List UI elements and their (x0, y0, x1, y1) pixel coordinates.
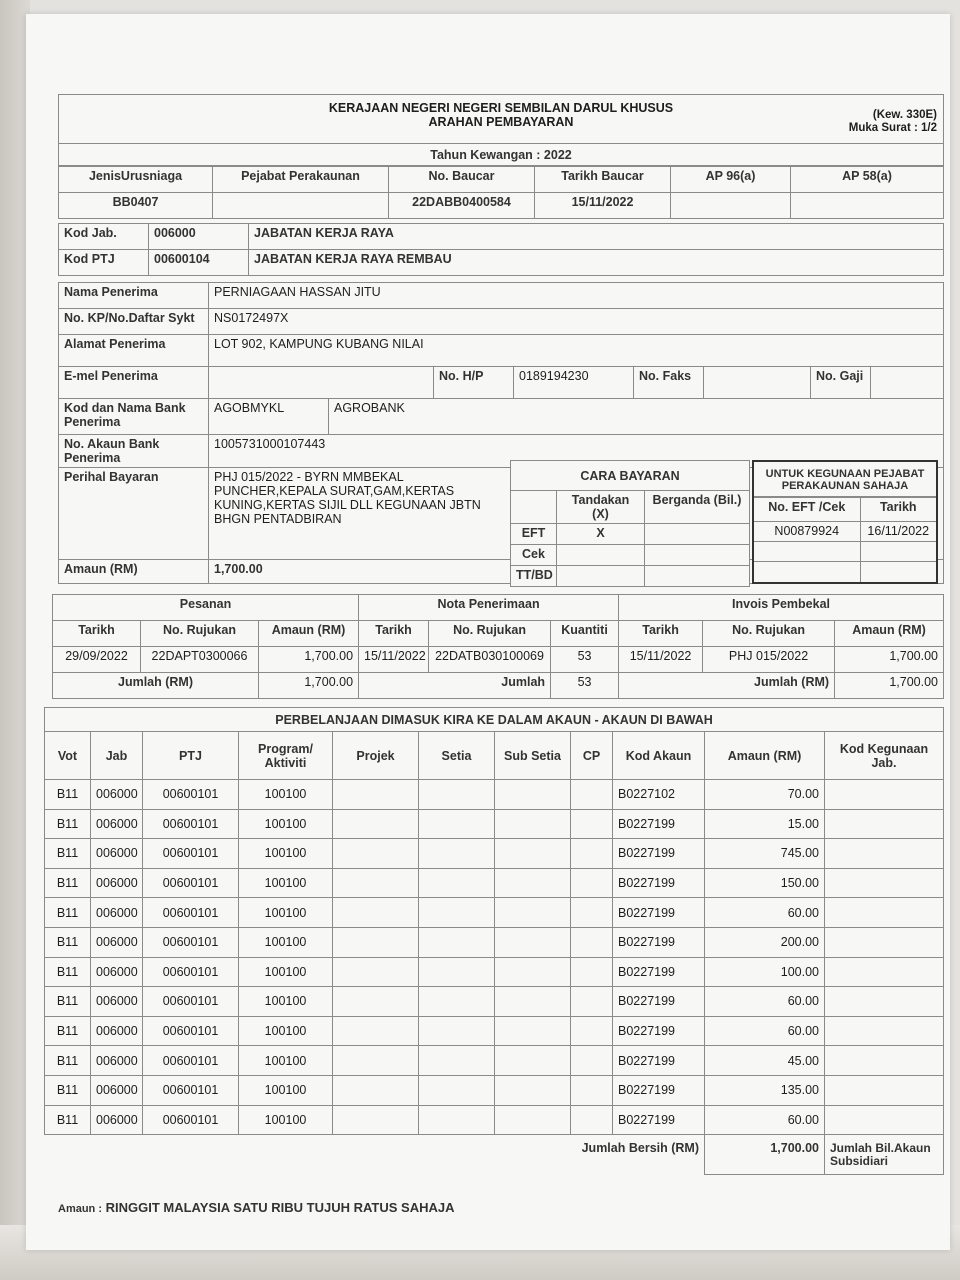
voucher-value: BB0407 (59, 193, 213, 219)
receipt-header: Nota Penerimaan (359, 595, 619, 621)
office-blank (860, 542, 936, 562)
ptj-cell: 00600101 (143, 809, 239, 839)
method-cheque: Cek (511, 545, 557, 566)
method-eft-mark: X (557, 524, 645, 545)
table-row (45, 927, 944, 957)
net-total-label: Jumlah Bersih (RM) (45, 1135, 705, 1175)
order-total-label: Jumlah (RM) (53, 673, 259, 699)
cp-cell (571, 809, 613, 839)
table-row (45, 1046, 944, 1076)
bank-label: Kod dan Nama Bank Penerima (59, 399, 209, 435)
account-code-cell: B0227199 (613, 809, 705, 839)
form-title: ARAHAN PEMBAYARAN (428, 115, 574, 129)
vot-cell: B11 (45, 809, 91, 839)
usage-code-cell (825, 1016, 944, 1046)
cp-cell (571, 987, 613, 1017)
jab-cell: 006000 (91, 898, 143, 928)
setia-cell (419, 927, 495, 957)
program-cell: 100100 (239, 957, 333, 987)
setia-cell (419, 780, 495, 810)
sub-setia-cell (495, 1075, 571, 1105)
program-cell: 100100 (239, 780, 333, 810)
project-cell (333, 957, 419, 987)
payee-amount: 1,700.00 (209, 560, 944, 584)
program-cell: 100100 (239, 1046, 333, 1076)
method-eft-count (645, 524, 750, 545)
payee-name: PERNIAGAAN HASSAN JITU (209, 283, 944, 309)
voucher-value: 15/11/2022 (535, 193, 671, 219)
vot-cell: B11 (45, 1016, 91, 1046)
amount-in-words (58, 1200, 454, 1215)
invoice-header: Invois Pembekal (619, 595, 944, 621)
setia-cell (419, 898, 495, 928)
order-ref: 22DAPT0300066 (141, 647, 259, 673)
orders-table (52, 594, 944, 699)
subsidiary-count-label: Jumlah Bil.Akaun Subsidiari (825, 1135, 944, 1175)
program-cell: 100100 (239, 1105, 333, 1135)
jab-cell: 006000 (91, 927, 143, 957)
amount-words-label: Amaun : (58, 1203, 102, 1215)
program-cell: 100100 (239, 1075, 333, 1105)
amount-cell: 60.00 (705, 898, 825, 928)
voucher-label: AP 96(a) (671, 167, 791, 193)
ptj-cell: 00600101 (143, 957, 239, 987)
ptj-cell: 00600101 (143, 1075, 239, 1105)
office-use-table (754, 497, 936, 582)
amount-cell: 70.00 (705, 780, 825, 810)
cp-cell (571, 957, 613, 987)
cp-cell (571, 898, 613, 928)
vot-cell: B11 (45, 1046, 91, 1076)
voucher-value (671, 193, 791, 219)
payee-name-label: Nama Penerima (59, 283, 209, 309)
jab-cell: 006000 (91, 1075, 143, 1105)
program-cell: 100100 (239, 927, 333, 957)
amount-cell: 135.00 (705, 1075, 825, 1105)
amount-cell: 100.00 (705, 957, 825, 987)
net-total: 1,700.00 (705, 1135, 825, 1175)
program-cell: 100100 (239, 987, 333, 1017)
voucher-label: JenisUrusniaga (59, 167, 213, 193)
usage-code-cell (825, 839, 944, 869)
column-header: No. Rujukan (703, 621, 835, 647)
sub-setia-cell (495, 1046, 571, 1076)
method-eft: EFT (511, 524, 557, 545)
voucher-label: Tarikh Baucar (535, 167, 671, 193)
office-use-title: UNTUK KEGUNAAN PEJABAT PERAKAUNAN SAHAJA (754, 462, 936, 497)
program-cell: 100100 (239, 809, 333, 839)
ptj-cell: 00600101 (143, 1105, 239, 1135)
voucher-table (58, 166, 944, 219)
setia-cell (419, 839, 495, 869)
column-header: Tarikh (53, 621, 141, 647)
jab-cell: 006000 (91, 1016, 143, 1046)
column-header: Setia (419, 732, 495, 780)
method-ttbd-count (645, 566, 750, 587)
amount-label: Amaun (RM) (59, 560, 209, 584)
table-row (45, 809, 944, 839)
usage-code-cell (825, 1105, 944, 1135)
invoice-total-label: Jumlah (RM) (619, 673, 835, 699)
column-header: Tarikh (359, 621, 429, 647)
usage-code-cell (825, 898, 944, 928)
payment-method-table (510, 460, 750, 587)
order-amount: 1,700.00 (259, 647, 359, 673)
payment-description: PHJ 015/2022 - BYRN MMBEKAL PUNCHER,KEPALA SURAT,GAM,KERTAS KUNING,KERTAS SIJIL DLL KEGUNAAN JBTN BHGN PENTADBIRAN (214, 470, 481, 526)
ptj-cell: 00600101 (143, 1046, 239, 1076)
vot-cell: B11 (45, 868, 91, 898)
order-date: 29/09/2022 (53, 647, 141, 673)
receipt-date: 15/11/2022 (359, 647, 429, 673)
ptj-code-label: Kod PTJ (59, 250, 149, 276)
office-blank (860, 562, 936, 582)
expenses-table (44, 731, 944, 1175)
eft-cheque-label: No. EFT /Cek (754, 498, 860, 522)
column-header: Kuantiti (551, 621, 619, 647)
project-cell (333, 1075, 419, 1105)
program-cell: 100100 (239, 839, 333, 869)
column-header: Amaun (RM) (705, 732, 825, 780)
table-row (45, 1105, 944, 1135)
setia-cell (419, 868, 495, 898)
sub-setia-cell (495, 868, 571, 898)
project-cell (333, 780, 419, 810)
ptj-name: JABATAN KERJA RAYA REMBAU (249, 250, 944, 276)
jab-cell: 006000 (91, 1046, 143, 1076)
project-cell (333, 1105, 419, 1135)
salary-no-label: No. Gaji (811, 367, 871, 399)
amount-cell: 200.00 (705, 927, 825, 957)
invoice-ref: PHJ 015/2022 (703, 647, 835, 673)
setia-cell (419, 1046, 495, 1076)
expenses-body (45, 780, 944, 1135)
sub-setia-cell (495, 957, 571, 987)
mark-column: Tandakan (X) (557, 491, 645, 524)
column-header: Amaun (RM) (259, 621, 359, 647)
column-header: CP (571, 732, 613, 780)
vot-cell: B11 (45, 780, 91, 810)
invoice-amount: 1,700.00 (835, 647, 944, 673)
cp-cell (571, 1075, 613, 1105)
account-code-cell: B0227199 (613, 957, 705, 987)
receipt-total: 53 (551, 673, 619, 699)
jab-cell: 006000 (91, 868, 143, 898)
voucher-label: Pejabat Perakaunan (213, 167, 389, 193)
office-date: 16/11/2022 (860, 522, 936, 542)
setia-cell (419, 1105, 495, 1135)
method-cheque-count (645, 545, 750, 566)
voucher-value (791, 193, 944, 219)
amount-cell: 15.00 (705, 809, 825, 839)
column-header: No. Rujukan (141, 621, 259, 647)
table-row (45, 898, 944, 928)
usage-code-cell (825, 780, 944, 810)
sub-setia-cell (495, 898, 571, 928)
usage-code-cell (825, 868, 944, 898)
amount-cell: 45.00 (705, 1046, 825, 1076)
phone-label: No. H/P (434, 367, 514, 399)
phone-number: 0189194230 (514, 367, 634, 399)
amount-cell: 60.00 (705, 1016, 825, 1046)
sub-setia-cell (495, 1105, 571, 1135)
bank-code: AGOBMYKL (209, 399, 329, 435)
dept-code-label: Kod Jab. (59, 224, 149, 250)
account-code-cell: B0227199 (613, 898, 705, 928)
method-ttbd-mark (557, 566, 645, 587)
ptj-cell: 00600101 (143, 780, 239, 810)
account-code-cell: B0227199 (613, 927, 705, 957)
salary-number (871, 367, 944, 399)
kew-code: (Kew. 330E) (872, 109, 937, 121)
count-column: Berganda (Bil.) (645, 491, 750, 524)
table-row (45, 987, 944, 1017)
table-row (45, 1016, 944, 1046)
setia-cell (419, 957, 495, 987)
vot-cell: B11 (45, 839, 91, 869)
jab-cell: 006000 (91, 987, 143, 1017)
cp-cell (571, 927, 613, 957)
project-cell (333, 839, 419, 869)
sub-setia-cell (495, 780, 571, 810)
receipt-ref: 22DATB030100069 (429, 647, 551, 673)
cp-cell (571, 1046, 613, 1076)
fax-label: No. Faks (634, 367, 704, 399)
account-code-cell: B0227199 (613, 1105, 705, 1135)
account-code-cell: B0227199 (613, 868, 705, 898)
vot-cell: B11 (45, 898, 91, 928)
cp-cell (571, 780, 613, 810)
ptj-cell: 00600101 (143, 987, 239, 1017)
table-row (45, 868, 944, 898)
table-row (45, 1075, 944, 1105)
voucher-label: No. Baucar (389, 167, 535, 193)
account-label: No. Akaun Bank Penerima (59, 435, 209, 468)
program-cell: 100100 (239, 1016, 333, 1046)
sub-setia-cell (495, 839, 571, 869)
table-row (45, 957, 944, 987)
voucher-value: 22DABB0400584 (389, 193, 535, 219)
ptj-cell: 00600101 (143, 898, 239, 928)
column-header: Amaun (RM) (835, 621, 944, 647)
program-cell: 100100 (239, 898, 333, 928)
ptj-cell: 00600101 (143, 1016, 239, 1046)
email-label: E-mel Penerima (59, 367, 209, 399)
column-header: Projek (333, 732, 419, 780)
setia-cell (419, 1016, 495, 1046)
fax-number (704, 367, 811, 399)
column-header: Kod Kegunaan Jab. (825, 732, 944, 780)
page-number: Muka Surat : 1/2 (848, 122, 937, 134)
payee-section (58, 282, 944, 584)
usage-code-cell (825, 957, 944, 987)
vot-cell: B11 (45, 987, 91, 1017)
table-row (45, 839, 944, 869)
department-table (58, 223, 944, 276)
office-blank (754, 542, 860, 562)
registration-number: NS0172497X (209, 309, 944, 335)
amount-cell: 745.00 (705, 839, 825, 869)
header-title (59, 95, 943, 129)
jab-cell: 006000 (91, 957, 143, 987)
orders-header: Pesanan (53, 595, 359, 621)
vot-cell: B11 (45, 1075, 91, 1105)
ptj-code: 00600104 (149, 250, 249, 276)
sub-setia-cell (495, 809, 571, 839)
jab-cell: 006000 (91, 1105, 143, 1135)
order-total: 1,700.00 (259, 673, 359, 699)
account-number: 1005731000107443 (209, 435, 944, 468)
address-label: Alamat Penerima (59, 335, 209, 367)
sub-setia-cell (495, 1016, 571, 1046)
payment-order-form (58, 94, 944, 1175)
payment-method-title: CARA BAYARAN (511, 461, 750, 491)
cp-cell (571, 868, 613, 898)
project-cell (333, 809, 419, 839)
payee-email (209, 367, 434, 399)
jab-cell: 006000 (91, 809, 143, 839)
setia-cell (419, 987, 495, 1017)
usage-code-cell (825, 1075, 944, 1105)
amount-cell: 60.00 (705, 1105, 825, 1135)
jab-cell: 006000 (91, 839, 143, 869)
program-cell: 100100 (239, 868, 333, 898)
receipt-quantity: 53 (551, 647, 619, 673)
invoice-total: 1,700.00 (835, 673, 944, 699)
usage-code-cell (825, 987, 944, 1017)
vot-cell: B11 (45, 1105, 91, 1135)
sub-setia-cell (495, 927, 571, 957)
column-header: No. Rujukan (429, 621, 551, 647)
usage-code-cell (825, 1046, 944, 1076)
amount-words: RINGGIT MALAYSIA SATU RIBU TUJUH RATUS SAHAJA (105, 1200, 455, 1215)
office-blank (754, 562, 860, 582)
account-code-cell: B0227199 (613, 839, 705, 869)
cp-cell (571, 839, 613, 869)
setia-cell (419, 809, 495, 839)
column-header: Vot (45, 732, 91, 780)
column-header: Jab (91, 732, 143, 780)
sub-setia-cell (495, 987, 571, 1017)
cp-cell (571, 1105, 613, 1135)
cp-cell (571, 1016, 613, 1046)
bank-name: AGROBANK (329, 399, 944, 435)
project-cell (333, 898, 419, 928)
registration-label: No. KP/No.Daftar Sykt (59, 309, 209, 335)
project-cell (333, 1046, 419, 1076)
account-code-cell: B0227199 (613, 987, 705, 1017)
payee-address: LOT 902, KAMPUNG KUBANG NILAI (209, 335, 944, 367)
voucher-label: AP 58(a) (791, 167, 944, 193)
method-blank (511, 491, 557, 524)
government-name: KERAJAAN NEGERI NEGERI SEMBILAN DARUL KHUSUS (328, 101, 674, 115)
column-header: Tarikh (619, 621, 703, 647)
column-header: PTJ (143, 732, 239, 780)
form-header (58, 94, 944, 144)
account-code-cell: B0227102 (613, 780, 705, 810)
project-cell (333, 1016, 419, 1046)
amount-cell: 60.00 (705, 987, 825, 1017)
setia-cell (419, 1075, 495, 1105)
column-header: Sub Setia (495, 732, 571, 780)
office-use-box (752, 460, 938, 584)
project-cell (333, 987, 419, 1017)
payment-method-box (510, 460, 750, 587)
expenses-section (44, 707, 944, 1175)
account-code-cell: B0227199 (613, 1016, 705, 1046)
dept-code: 006000 (149, 224, 249, 250)
usage-code-cell (825, 809, 944, 839)
voucher-value (213, 193, 389, 219)
column-header: Program/ Aktiviti (239, 732, 333, 780)
dept-name: JABATAN KERJA RAYA (249, 224, 944, 250)
vot-cell: B11 (45, 927, 91, 957)
account-code-cell: B0227199 (613, 1075, 705, 1105)
project-cell (333, 868, 419, 898)
ptj-cell: 00600101 (143, 839, 239, 869)
form-code (849, 109, 937, 135)
amount-cell: 150.00 (705, 868, 825, 898)
description-label: Perihal Bayaran (59, 468, 209, 560)
table-row (45, 780, 944, 810)
fiscal-year: Tahun Kewangan : 2022 (58, 144, 944, 166)
ptj-cell: 00600101 (143, 927, 239, 957)
eft-number: N00879924 (754, 522, 860, 542)
ptj-cell: 00600101 (143, 868, 239, 898)
method-cheque-mark (557, 545, 645, 566)
office-date-label: Tarikh (860, 498, 936, 522)
receipt-total-label: Jumlah (359, 673, 551, 699)
project-cell (333, 927, 419, 957)
account-code-cell: B0227199 (613, 1046, 705, 1076)
method-ttbd: TT/BD (511, 566, 557, 587)
expenses-title: PERBELANJAAN DIMASUK KIRA KE DALAM AKAUN - AKAUN DI BAWAH (44, 707, 944, 731)
usage-code-cell (825, 927, 944, 957)
invoice-date: 15/11/2022 (619, 647, 703, 673)
column-header: Kod Akaun (613, 732, 705, 780)
vot-cell: B11 (45, 957, 91, 987)
jab-cell: 006000 (91, 780, 143, 810)
